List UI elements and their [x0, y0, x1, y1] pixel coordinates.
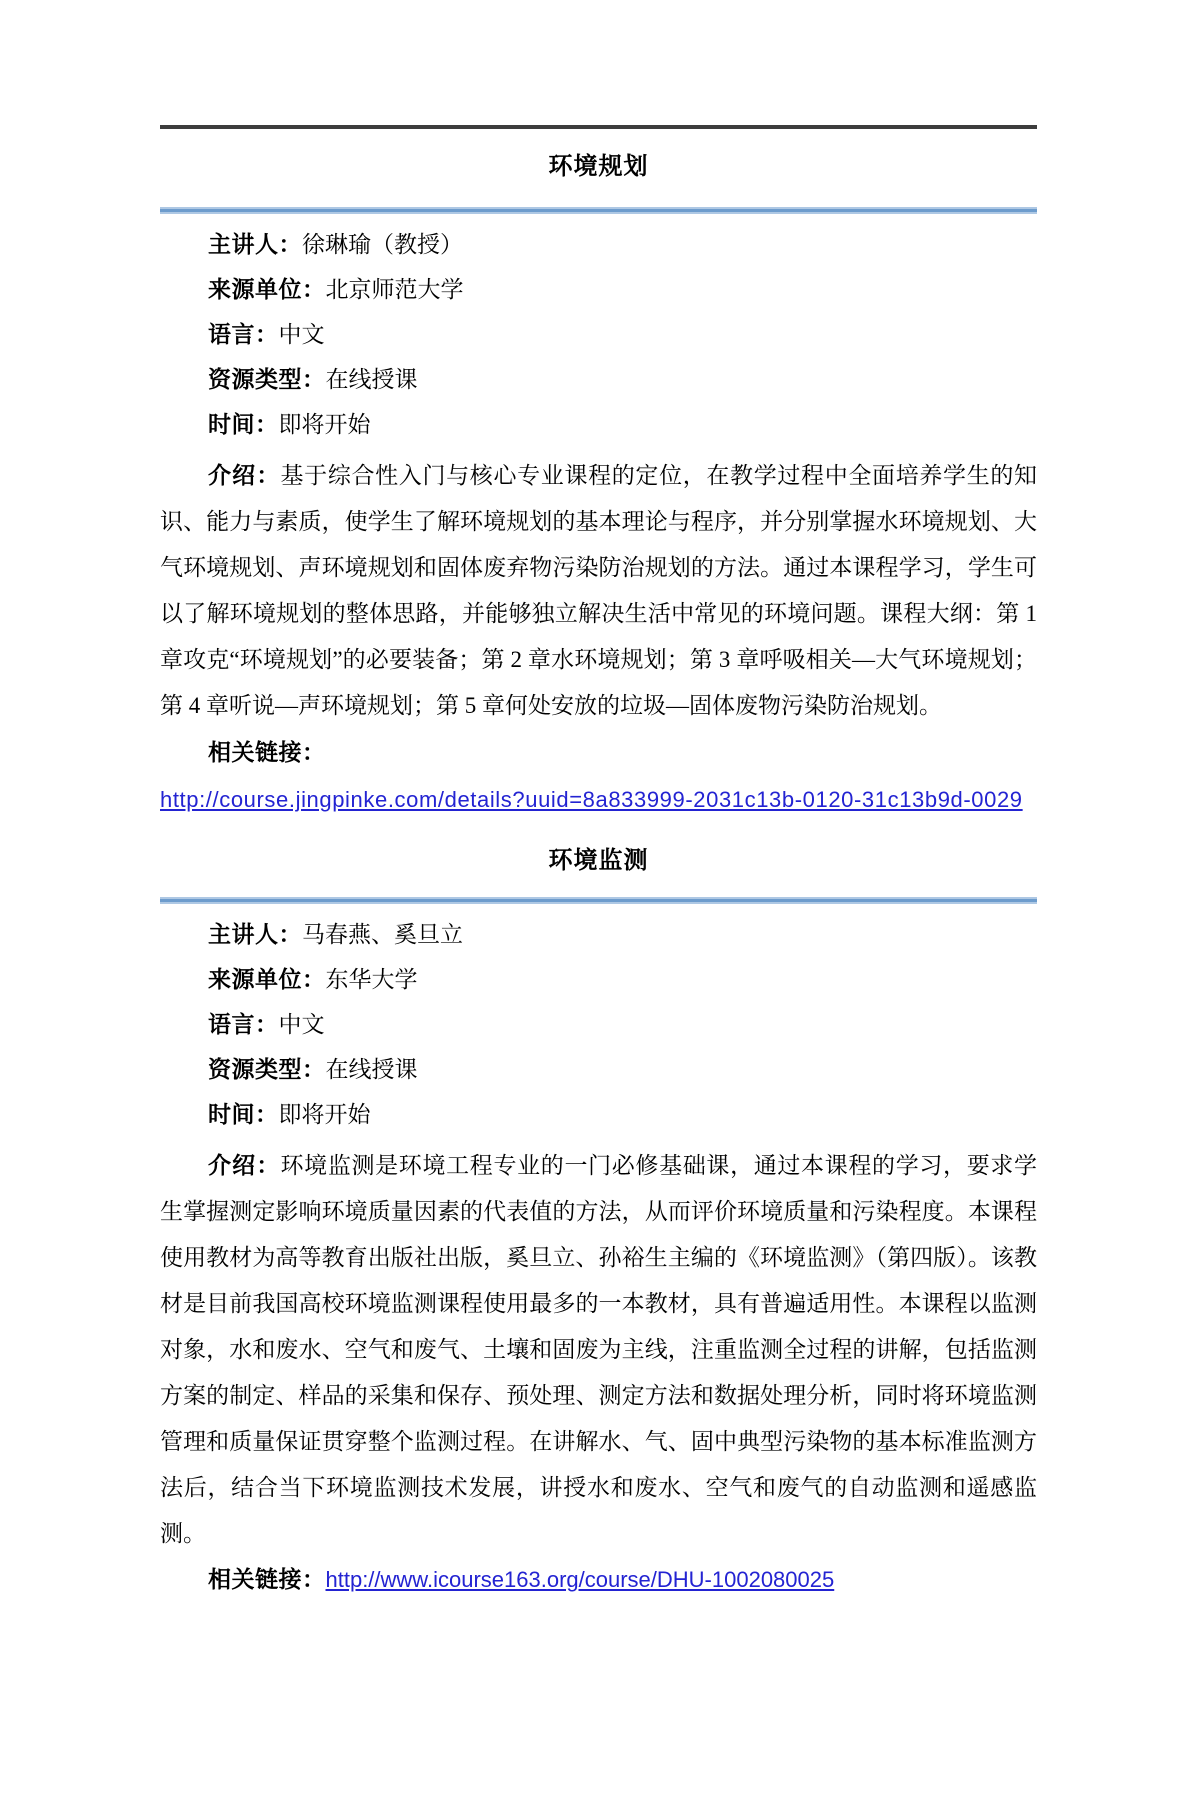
field-label: 来源单位：	[208, 277, 326, 302]
related-links-label: 相关链接：	[208, 1567, 326, 1592]
field-label: 资源类型：	[208, 1057, 326, 1082]
field-value: 即将开始	[278, 412, 371, 437]
course-hyperlink[interactable]: http://www.icourse163.org/course/DHU-1002080025	[325, 1567, 835, 1592]
course-introduction	[160, 453, 1037, 729]
field-value: 马春燕、奚旦立	[302, 922, 463, 947]
field-label: 主讲人：	[208, 922, 302, 947]
course-title: 环境监测	[548, 848, 649, 874]
field-label: 时间：	[208, 412, 279, 437]
top-border-line	[160, 125, 1037, 129]
field-lecturer	[160, 222, 1037, 267]
field-label: 语言：	[208, 1012, 279, 1037]
course-introduction	[160, 1143, 1037, 1557]
field-value: 东华大学	[325, 967, 418, 992]
field-label: 时间：	[208, 1102, 279, 1127]
document-page	[0, 125, 1191, 1603]
field-source-unit	[160, 267, 1037, 312]
intro-text: 基于综合性入门与核心专业课程的定位，在教学过程中全面培养学生的知识、能力与素质，使学生了解环境规划的基本理论与程序，并分别掌握水环境规划、大气环境规划、声环境规划和固体废弃物污染防治规划的方法。通过本课程学习，学生可以了解环境规划的整体思路，并能够独立解决生活中常见的环境问题。课程大纲：第 1 章攻克“环境规划”的必要装备；第 2 章水环境规划；第 3 章呼吸相关—大气环境规划；第 4 章听说—声环境规划；第 5 章何处安放的垃圾—固体废物污染防治规划。	[160, 463, 1038, 718]
intro-label: 介绍：	[208, 1153, 281, 1178]
course-title: 环境规划	[548, 154, 649, 180]
field-lecturer	[160, 912, 1037, 957]
field-value: 在线授课	[325, 367, 418, 392]
field-value: 在线授课	[325, 1057, 418, 1082]
field-resource-type	[160, 1047, 1037, 1092]
related-links-row	[160, 1557, 1037, 1603]
related-links-label: 相关链接：	[208, 740, 326, 765]
field-label: 资源类型：	[208, 367, 326, 392]
course-section-environmental-monitoring	[160, 843, 1037, 1603]
field-value: 中文	[278, 322, 325, 347]
field-source-unit	[160, 957, 1037, 1002]
field-time	[160, 402, 1037, 447]
field-value: 即将开始	[278, 1102, 371, 1127]
intro-label: 介绍：	[208, 463, 281, 488]
field-value: 中文	[278, 1012, 325, 1037]
field-label: 语言：	[208, 322, 279, 347]
related-link-line	[160, 776, 1037, 823]
field-label: 来源单位：	[208, 967, 326, 992]
course-hyperlink[interactable]: http://course.jingpinke.com/details?uuid=8a833999-2031c13b-0120-31c13b9d-0029	[160, 787, 1023, 812]
title-divider-line	[160, 207, 1037, 214]
field-value: 徐琳瑜（教授）	[302, 232, 463, 257]
field-value: 北京师范大学	[325, 277, 464, 302]
field-label: 主讲人：	[208, 232, 302, 257]
intro-text: 环境监测是环境工程专业的一门必修基础课，通过本课程的学习，要求学生掌握测定影响环境质量因素的代表值的方法，从而评价环境质量和污染程度。本课程使用教材为高等教育出版社出版，奚旦立、孙裕生主编的《环境监测》（第四版）。该教材是目前我国高校环境监测课程使用最多的一本教材，具有普遍适用性。本课程以监测对象，水和废水、空气和废气、土壤和固废为主线，注重监测全过程的讲解，包括监测方案的制定、样品的采集和保存、预处理、测定方法和数据处理分析，同时将环境监测管理和质量保证贯穿整个监测过程。在讲解水、气、固中典型污染物的基本标准监测方法后，结合当下环境监测技术发展，讲授水和废水、空气和废气的自动监测和遥感监测。	[160, 1153, 1038, 1546]
course-fields	[160, 912, 1037, 1137]
course-section-environmental-planning	[160, 149, 1037, 823]
field-language	[160, 1002, 1037, 1047]
field-resource-type	[160, 357, 1037, 402]
field-time	[160, 1092, 1037, 1137]
field-language	[160, 312, 1037, 357]
course-fields	[160, 222, 1037, 447]
title-divider-line	[160, 897, 1037, 904]
